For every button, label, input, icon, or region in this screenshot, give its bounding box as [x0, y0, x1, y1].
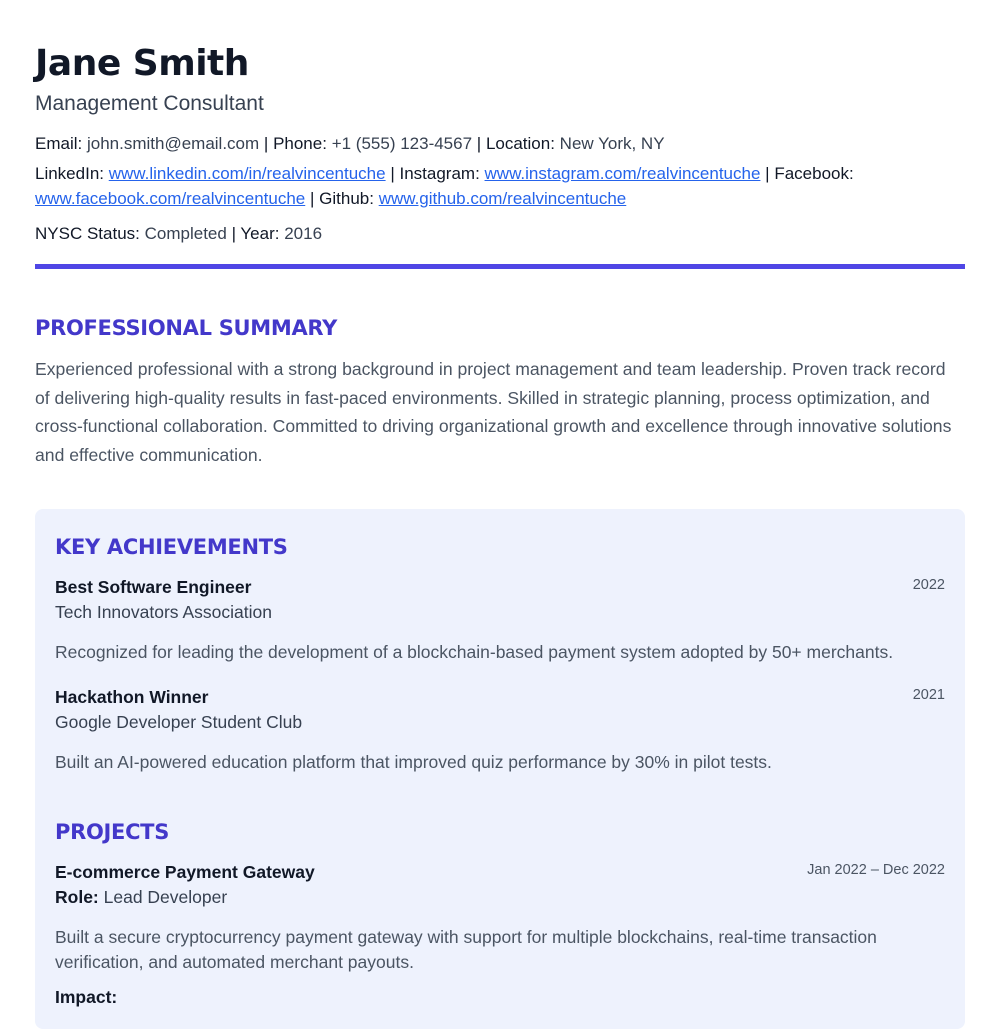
achievement-date: 2022: [912, 577, 945, 593]
achievement-description: Recognized for leading the development of a blockchain-based payment system adopted by 50+ merchants.: [55, 642, 894, 662]
nysc-value: Completed: [144, 224, 227, 243]
project-impact-label: Impact:: [55, 987, 118, 1007]
location-value: New York, NY: [559, 134, 665, 153]
header-divider: [35, 264, 965, 269]
projects-heading: PROJECTS: [55, 820, 170, 844]
location-label: Location:: [485, 134, 555, 153]
contact-line-nysc: [35, 221, 965, 246]
achievement-description: Built an AI-powered education platform that improved quiz performance by 30% in pilot tests.: [55, 752, 772, 772]
candidate-title: Management Consultant: [35, 92, 264, 115]
project-role: [55, 885, 227, 909]
achievement-title: Hackathon Winner: [55, 687, 209, 707]
summary-heading: PROFESSIONAL SUMMARY: [35, 316, 338, 340]
separator: |: [390, 164, 395, 183]
achievement-date: 2021: [912, 687, 945, 703]
email-label: Email:: [35, 134, 83, 153]
summary-text: Experienced professional with a strong background in project management and team leadership. Proven track record of delivering high-quality results in fast-paced environments. Skilled in strategic planning, process optimization, and cross-functional collaboration. Committed to driving organizational growth and excellence through innovative solutions and effective communication.: [35, 359, 952, 465]
contact-line-social: [35, 161, 965, 211]
separator: |: [231, 224, 236, 243]
year-label: Year:: [240, 224, 280, 243]
email-value: john.smith@email.com: [86, 134, 260, 153]
linkedin-label: LinkedIn:: [35, 164, 104, 183]
linkedin-link[interactable]: www.linkedin.com/in/realvincentuche: [108, 164, 386, 183]
year-value: 2016: [284, 224, 323, 243]
project-title: E-commerce Payment Gateway: [55, 862, 315, 882]
project-description: Built a secure cryptocurrency payment gateway with support for multiple blockchains, real-time transaction verification, and automated merchant payouts.: [55, 927, 877, 972]
project-role-value: Lead Developer: [103, 887, 228, 907]
github-label: Github:: [319, 189, 374, 208]
instagram-label: Instagram:: [399, 164, 480, 183]
contact-line-basic: [35, 131, 965, 156]
achievements-heading: KEY ACHIEVEMENTS: [55, 535, 288, 559]
separator: |: [765, 164, 770, 183]
achievement-org: Google Developer Student Club: [55, 712, 303, 732]
facebook-link[interactable]: www.facebook.com/realvincentuche: [35, 189, 306, 208]
separator: |: [476, 134, 482, 153]
github-link[interactable]: www.github.com/realvincentuche: [378, 189, 627, 208]
nysc-label: NYSC Status:: [35, 224, 140, 243]
achievement-title: Best Software Engineer: [55, 577, 252, 597]
project-date: Jan 2022 – Dec 2022: [807, 862, 945, 878]
phone-value: +1 (555) 123-4567: [331, 134, 473, 153]
facebook-label: Facebook:: [774, 164, 854, 183]
separator: |: [309, 189, 315, 208]
separator: |: [263, 134, 269, 153]
achievement-org: Tech Innovators Association: [55, 602, 272, 622]
project-role-label: Role:: [55, 887, 99, 907]
instagram-link[interactable]: www.instagram.com/realvincentuche: [484, 164, 761, 183]
candidate-name: Jane Smith: [35, 43, 249, 84]
phone-label: Phone:: [273, 134, 327, 153]
